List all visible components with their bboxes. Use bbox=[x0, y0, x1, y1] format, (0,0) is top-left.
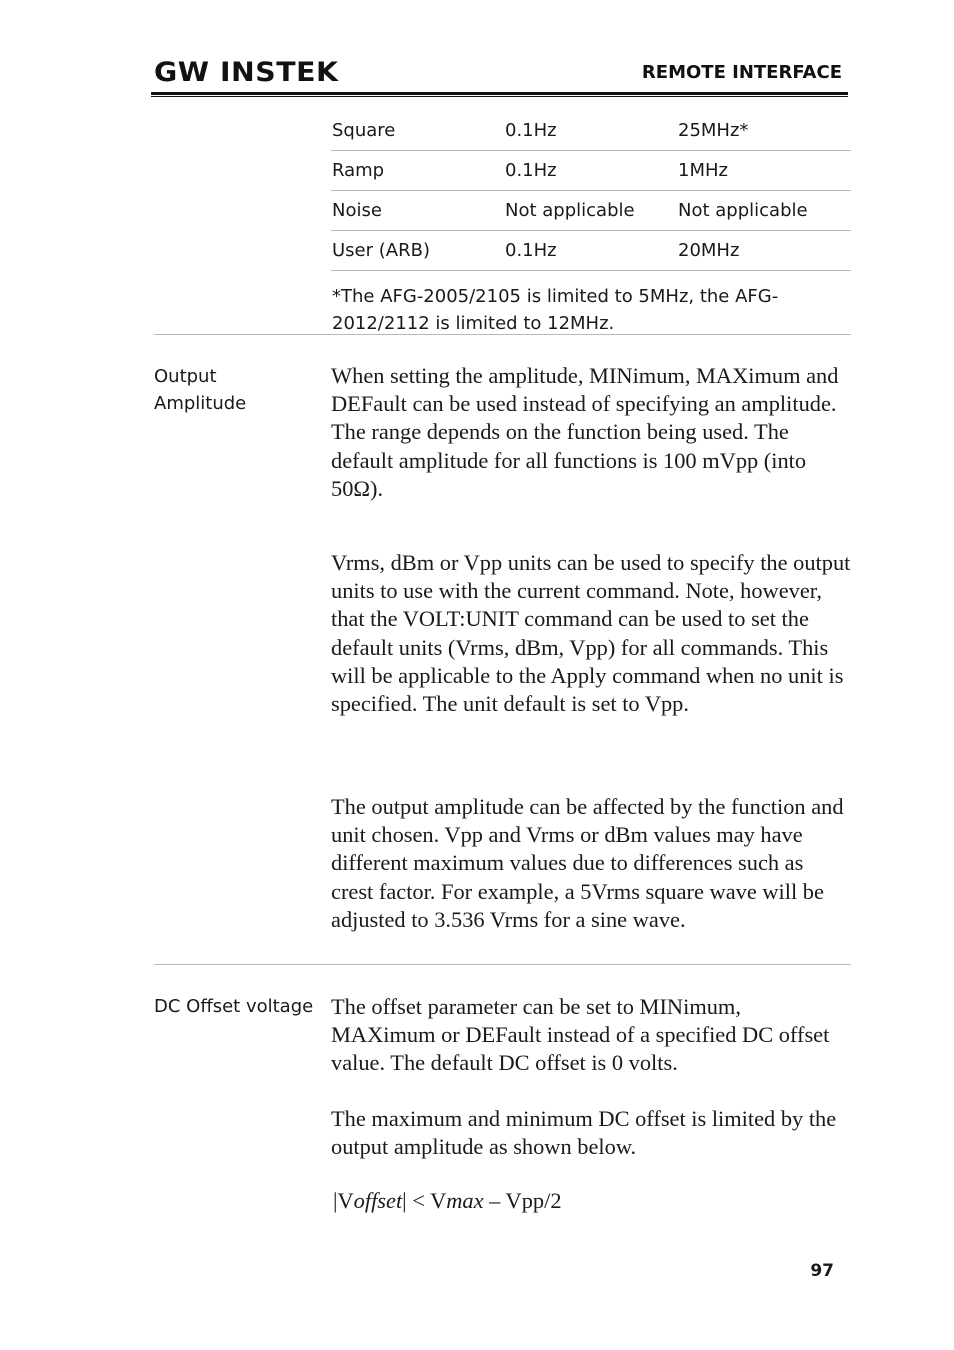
table-row bbox=[331, 231, 851, 271]
dc-offset-limit-paragraph: The maximum and minimum DC offset is limited by the output amplitude as shown below. bbox=[331, 1106, 837, 1160]
cell-max: Not applicable bbox=[678, 200, 808, 221]
section-divider bbox=[154, 964, 851, 965]
table-row bbox=[331, 111, 851, 151]
dc-offset-label: DC Offset voltage bbox=[154, 996, 314, 1017]
cell-function: User (ARB) bbox=[332, 240, 430, 261]
label-line: Amplitude bbox=[154, 393, 247, 414]
amplitude-units-paragraph: Vrms, dBm or Vpp units can be used to specify the output units to use with the current command. Note, however, that the VOLT:UNIT command can be used to set the default units (Vrms, dBm, Vpp) for all commands. This will be applicable to the Apply command when no unit is specified. The unit default is set to Vpp. bbox=[331, 550, 851, 717]
label-line: Output bbox=[154, 366, 217, 387]
table-row bbox=[331, 151, 851, 191]
cell-max: 25MHz* bbox=[678, 120, 749, 141]
page-number: 97 bbox=[810, 1261, 834, 1281]
cell-function: Square bbox=[332, 120, 396, 141]
cell-function: Ramp bbox=[332, 160, 385, 181]
cell-min: 0.1Hz bbox=[505, 160, 557, 181]
amplitude-paragraph: When setting the amplitude, MINimum, MAXimum and DEFault can be used instead of specifying an amplitude. The range depends on the function being used. The default amplitude for all functions is 100 mVpp (into 50Ω). bbox=[331, 363, 839, 501]
output-amplitude-label bbox=[154, 363, 246, 417]
table-row bbox=[331, 191, 851, 231]
dc-offset-formula: |Voffset| < Vmax – Vpp/2 bbox=[333, 1188, 562, 1213]
cell-min: 0.1Hz bbox=[505, 120, 557, 141]
frequency-table bbox=[331, 111, 851, 341]
table-note-line: *The AFG-2005/2105 is limited to 5MHz, the AFG- bbox=[332, 286, 779, 307]
cell-max: 20MHz bbox=[678, 240, 740, 261]
brand-logo: GW INSTEK bbox=[154, 57, 339, 88]
cell-min: Not applicable bbox=[505, 200, 635, 221]
cell-min: 0.1Hz bbox=[505, 240, 557, 261]
cell-function: Noise bbox=[332, 200, 382, 221]
cell-max: 1MHz bbox=[678, 160, 728, 181]
header-rule bbox=[151, 92, 848, 95]
table-note bbox=[331, 271, 851, 341]
dc-offset-paragraph: The offset parameter can be set to MINimum, MAXimum or DEFault instead of a specified DC offset value. The default DC offset is 0 volts. bbox=[331, 994, 830, 1076]
section-title: REMOTE INTERFACE bbox=[641, 62, 842, 83]
section-divider bbox=[154, 334, 851, 335]
header-rule-thin bbox=[151, 96, 848, 97]
amplitude-effects-paragraph: The output amplitude can be affected by the function and unit chosen. Vpp and Vrms or dBm values may have different maximum values due to differences such as crest factor. For example, a 5Vrms square wave will be adjusted to 3.536 Vrms for a sine wave. bbox=[331, 794, 844, 932]
table-note-line: 2012/2112 is limited to 12MHz. bbox=[332, 313, 615, 334]
